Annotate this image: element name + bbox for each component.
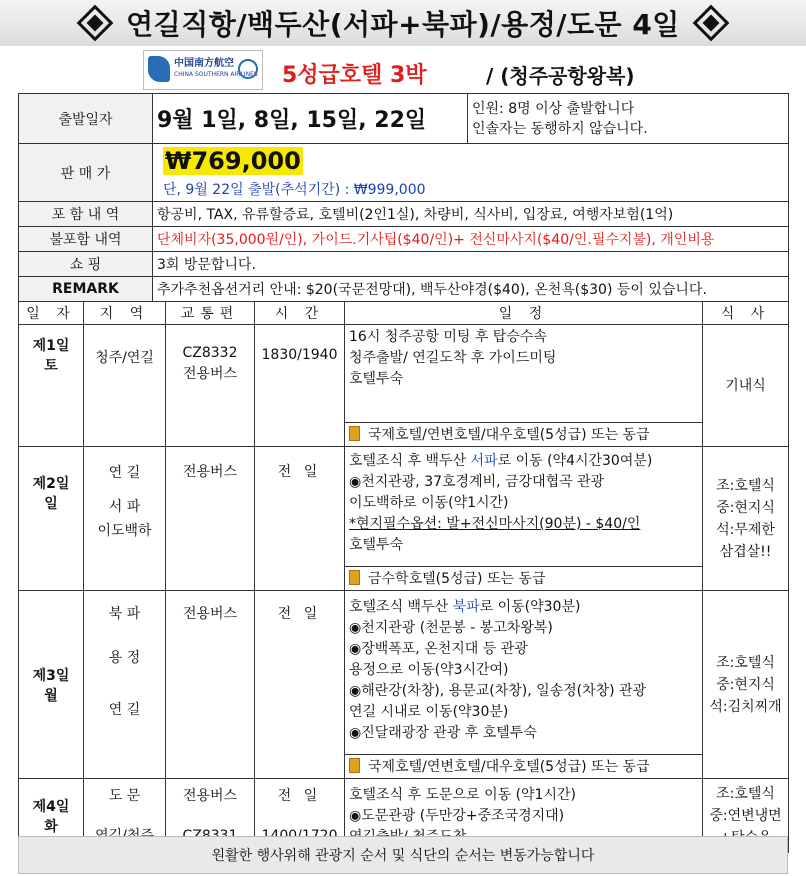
price-value: ₩769,000	[165, 146, 301, 175]
plan-line: 호텔투숙	[349, 537, 404, 553]
day-time: 1830/1940	[255, 325, 345, 447]
plan-line: 이도백하로 이동(약1시간)	[349, 495, 509, 511]
region-line: 용 정	[108, 650, 141, 666]
shopping-label: 쇼 핑	[19, 252, 153, 277]
header-region: 지 역	[84, 302, 166, 325]
included-label: 포 함 내 역	[19, 202, 153, 227]
day-plan	[345, 591, 703, 755]
plan-line: 청주출발/ 연길도착 후 가이드미팅	[349, 350, 557, 366]
day-hotel	[345, 755, 703, 779]
footer-text: 원활한 행사위해 관광지 순서 및 식단의 순서는 변동가능합니다	[211, 848, 595, 864]
excluded-label: 불포함 내역	[19, 227, 153, 252]
meal-line: 석:무제한	[716, 521, 775, 538]
day-label	[19, 447, 84, 591]
remark-row	[19, 277, 789, 302]
meal-line: 조:호텔식	[716, 654, 775, 671]
schedule-header	[19, 302, 789, 325]
day-meals	[703, 325, 789, 447]
route-note: / (청주공항왕복)	[486, 64, 635, 88]
meal-line: 기내식	[725, 377, 766, 394]
plan-line: ◉천지관광, 37호경계비, 금강대협곡 관광	[349, 474, 605, 490]
shopping-row	[19, 252, 789, 277]
no-guide-note: 인솔자는 동행하지 않습니다.	[472, 120, 648, 137]
remark-value: 추가추천옵션거리 안내: $20(국문전망대), 백두산야경($40), 온천욕($30) 등이 있습니다.	[153, 277, 789, 302]
meal-line: 삼겹살!!	[719, 543, 772, 560]
header-day: 일 자	[19, 302, 84, 325]
hotel-icon	[349, 570, 360, 585]
airline-logo	[143, 50, 263, 90]
hotel-name: 금수학호텔(5성급) 또는 동급	[368, 570, 546, 587]
price-row	[19, 144, 789, 202]
table-row	[19, 591, 789, 755]
day-time: 전 일	[255, 447, 345, 591]
day-of-week: 화	[44, 818, 58, 835]
day-region	[84, 591, 166, 779]
day-of-week: 월	[44, 687, 58, 704]
plan-highlight: 서파	[470, 453, 498, 469]
plan-line: ◉해란강(차창), 용문교(차창), 일송정(차창) 관광	[349, 683, 647, 699]
price-note: 단, 9월 22일 출발(추석기간) : ₩999,000	[163, 181, 426, 198]
footer-note	[18, 836, 788, 874]
departure-dates: 9월 1일, 8일, 15일, 22일	[153, 94, 468, 144]
price-label: 판 매 가	[19, 144, 153, 202]
hotel-grade: 5성급호텔 3박	[282, 63, 427, 88]
day-label	[19, 591, 84, 779]
airline-name-en: CHINA SOUTHERN AIRLINES	[174, 71, 258, 78]
remark-label: REMARK	[19, 277, 153, 302]
diamond-icon	[77, 5, 114, 42]
plan-line	[349, 597, 698, 618]
included-row	[19, 202, 789, 227]
people-note	[468, 94, 789, 144]
plan-text: 호텔조식 백두산	[349, 599, 453, 615]
diamond-icon	[692, 5, 729, 42]
header-plan: 일 정	[345, 302, 703, 325]
shopping-value: 3회 방문합니다.	[153, 252, 789, 277]
hotel-name: 국제호텔/연변호텔/대우호텔(5성급) 또는 동급	[368, 758, 650, 775]
page-title	[0, 0, 806, 46]
day-number: 제1일	[32, 338, 70, 354]
header-time: 시 간	[255, 302, 345, 325]
region-line: 연 길	[108, 702, 141, 718]
plan-text: 로 이동 (약4시간30여분)	[497, 453, 653, 469]
plan-line: *현지필수옵션: 발+전신마사지(90분) - $40/인	[349, 516, 641, 532]
info-table	[18, 93, 789, 302]
airline-name-cn: 中国南方航空	[174, 58, 234, 69]
meal-line: 중:현지식	[716, 499, 775, 516]
day-number: 제2일	[32, 476, 70, 492]
hotel-icon	[349, 758, 360, 773]
day-of-week: 토	[44, 358, 58, 374]
min-people: 인원: 8명 이상 출발합니다	[472, 100, 635, 117]
region-line: 이도백하	[97, 523, 152, 539]
day-plan	[345, 447, 703, 567]
hotel-name: 국제호텔/연변호텔/대우호텔(5성급) 또는 동급	[368, 426, 650, 443]
region-line: 서 파	[108, 499, 141, 515]
region-line: 북 파	[108, 606, 141, 622]
day-hotel	[345, 423, 703, 447]
region-line: 도 문	[108, 787, 141, 804]
hotel-icon	[349, 426, 360, 441]
day-region	[84, 447, 166, 591]
meal-line: 중:현지식	[716, 676, 775, 693]
day-time: 전 일	[255, 591, 345, 779]
schedule-table	[18, 301, 789, 853]
region-line: 연 길	[108, 465, 141, 481]
logo-ring-icon	[238, 59, 258, 79]
plan-text: 호텔조식 후 백두산	[349, 453, 471, 469]
plan-line: 호텔조식 후 도문으로 이동 (약1시간)	[349, 787, 576, 803]
day-label	[19, 325, 84, 447]
table-row	[19, 325, 789, 423]
tour-title: 연길직항/백두산(서파+북파)/용정/도문 4일	[126, 8, 680, 41]
day-meals	[703, 447, 789, 591]
day-region: 청주/연길	[84, 325, 166, 447]
plan-line	[349, 451, 698, 472]
plan-line: ◉장백폭포, 온천지대 등 관광	[349, 641, 528, 657]
day-of-week: 일	[44, 496, 58, 512]
meal-line: 조:호텔식	[716, 785, 775, 802]
header-meal: 식 사	[703, 302, 789, 325]
departure-label: 출발일자	[19, 94, 153, 144]
plan-line: ◉천지관광 (천문봉 - 봉고차왕복)	[349, 620, 553, 636]
excluded-items: 단체비자(35,000원/인), 가이드.기사팁($40/인)+ 전신마사지($40/인.필수지불), 개인비용	[153, 227, 789, 252]
plan-highlight: 북파	[452, 599, 480, 615]
plan-line: 16시 청주공항 미팅 후 탑승수속	[349, 329, 547, 345]
transport-line: 전용버스	[182, 366, 238, 382]
plan-line: 연길 시내로 이동(약30분)	[349, 704, 509, 720]
table-row	[19, 447, 789, 567]
day-transport: 전용버스	[166, 591, 255, 779]
meal-line: 석:김치찌개	[709, 698, 782, 715]
meal-line: 조:호텔식	[716, 477, 775, 494]
transport-line: CZ8332	[182, 345, 238, 361]
header-transport: 교통편	[166, 302, 255, 325]
included-items: 항공비, TAX, 유류할증료, 호텔비(2인1실), 차량비, 식사비, 입장료, 여행자보험(1억)	[153, 202, 789, 227]
day-number: 제4일	[32, 798, 70, 815]
plan-line: 용정으로 이동(약3시간여)	[349, 662, 509, 678]
plan-line: 호텔투숙	[349, 371, 404, 387]
day-number: 제3일	[32, 667, 70, 684]
airline-logo-icon	[148, 56, 170, 82]
meal-line: 중:연변냉면	[709, 807, 782, 824]
departure-row	[19, 94, 789, 144]
day-meals	[703, 591, 789, 779]
transport-line: 전용버스	[182, 787, 238, 804]
day-transport	[166, 325, 255, 447]
time-line: 전 일	[277, 787, 322, 804]
day-hotel	[345, 567, 703, 591]
plan-text: 로 이동(약30분)	[479, 599, 581, 615]
excluded-row	[19, 227, 789, 252]
day-transport: 전용버스	[166, 447, 255, 591]
plan-line: ◉진달래광장 관광 후 호텔투숙	[349, 725, 537, 741]
day-plan	[345, 325, 703, 423]
plan-line: ◉도문관광 (두만강+중조국경지대)	[349, 808, 565, 824]
